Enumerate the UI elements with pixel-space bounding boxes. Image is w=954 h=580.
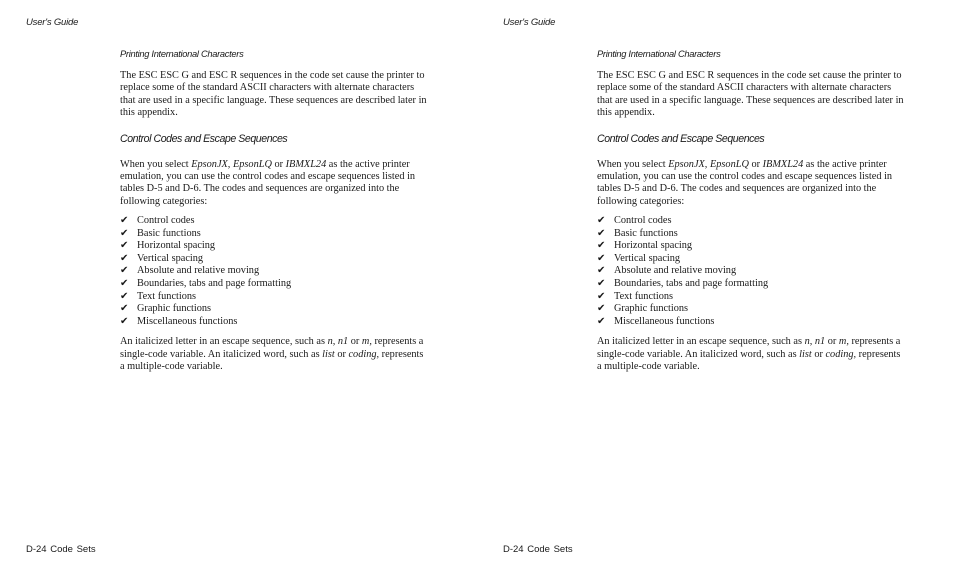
section-title: Printing International Characters xyxy=(597,49,721,59)
checkmark-icon: ✔ xyxy=(120,277,129,289)
page-footer: D-24 Code Sets xyxy=(26,544,96,555)
list-item: ✔ Text functions xyxy=(597,290,674,302)
checkmark-icon: ✔ xyxy=(597,252,606,264)
list-item: ✔ Basic functions xyxy=(597,227,678,239)
emphasis-n-n1: n, n1 xyxy=(327,336,349,348)
page-content xyxy=(120,49,430,373)
list-item: ✔ Vertical spacing xyxy=(597,252,681,264)
list-item: ✔ Boundaries, tabs and page formatting xyxy=(120,277,292,289)
list-item: ✔ Absolute and relative moving xyxy=(120,265,260,277)
emphasis-coding: coding, xyxy=(825,348,857,360)
emphasis-epsonjx: EpsonJX, xyxy=(191,158,231,170)
variables-paragraph: An italicized letter in an escape sequence, such as n, n1 or m, represents a single-code variable. An italicized word, such as list or coding, represents a multiple-code variable. xyxy=(120,336,424,372)
running-header: User's Guide xyxy=(26,17,79,28)
checkmark-icon: ✔ xyxy=(597,215,606,227)
category-list xyxy=(120,215,430,328)
list-item: ✔ Absolute and relative moving xyxy=(597,265,737,277)
emphasis-n-n1: n, n1 xyxy=(804,336,826,348)
checkmark-icon: ✔ xyxy=(597,265,606,277)
list-item: ✔ Basic functions xyxy=(120,227,201,239)
category-list xyxy=(597,215,907,328)
checkmark-icon: ✔ xyxy=(597,303,606,315)
checkmark-icon: ✔ xyxy=(597,227,606,239)
checkmark-icon: ✔ xyxy=(120,227,129,239)
list-item: ✔ Horizontal spacing xyxy=(597,240,693,252)
checkmark-icon: ✔ xyxy=(597,290,606,302)
emphasis-list: list xyxy=(799,348,812,360)
list-item: ✔ Horizontal spacing xyxy=(120,240,216,252)
checkmark-icon: ✔ xyxy=(120,290,129,302)
list-item: ✔ Graphic functions xyxy=(120,303,212,315)
emphasis-epsonjx: EpsonJX, xyxy=(668,158,708,170)
list-item: ✔ Text functions xyxy=(120,290,197,302)
emphasis-epsonlq: EpsonLQ xyxy=(709,158,749,170)
page-content xyxy=(597,49,907,373)
intro-paragraph: The ESC ESC G and ESC R sequences in the code set cause the printer to replace some of the standard ASCII characters with alternate characters that are used in a specific language. These sequences are described later in this appendix. xyxy=(120,70,427,119)
running-header: User's Guide xyxy=(503,17,556,28)
list-item: ✔ Vertical spacing xyxy=(120,252,204,264)
list-item: ✔ Miscellaneous functions xyxy=(597,315,715,327)
intro-paragraph: The ESC ESC G and ESC R sequences in the code set cause the printer to replace some of the standard ASCII characters with alternate characters that are used in a specific language. These sequences are described later in this appendix. xyxy=(597,70,904,119)
page-footer: D-24 Code Sets xyxy=(503,544,573,555)
right-page xyxy=(477,0,954,580)
subheading: Control Codes and Escape Sequences xyxy=(597,132,765,145)
emphasis-m: m, xyxy=(361,336,372,348)
list-item: ✔ Boundaries, tabs and page formatting xyxy=(597,277,769,289)
checkmark-icon: ✔ xyxy=(120,252,129,264)
list-item: ✔ Miscellaneous functions xyxy=(120,315,238,327)
emphasis-coding: coding, xyxy=(348,348,380,360)
emulation-paragraph: When you select EpsonJX, EpsonLQ or IBMXL24 as the active printer emulation, you can use the control codes and escape sequences listed in tables D-5 and D-6. The codes and sequences are organized into the following categories: xyxy=(120,158,416,207)
list-item: ✔ Control codes xyxy=(597,215,672,227)
checkmark-icon: ✔ xyxy=(597,277,606,289)
emphasis-m: m, xyxy=(838,336,849,348)
subheading: Control Codes and Escape Sequences xyxy=(120,132,288,145)
emphasis-ibmxl24: IBMXL24 xyxy=(285,158,327,170)
checkmark-icon: ✔ xyxy=(120,265,129,277)
emphasis-epsonlq: EpsonLQ xyxy=(232,158,272,170)
checkmark-icon: ✔ xyxy=(120,315,129,327)
checkmark-icon: ✔ xyxy=(597,315,606,327)
checkmark-icon: ✔ xyxy=(597,240,606,252)
checkmark-icon: ✔ xyxy=(120,215,129,227)
emulation-paragraph: When you select EpsonJX, EpsonLQ or IBMXL24 as the active printer emulation, you can use the control codes and escape sequences listed in tables D-5 and D-6. The codes and sequences are organized into the following categories: xyxy=(597,158,893,207)
emphasis-ibmxl24: IBMXL24 xyxy=(762,158,804,170)
section-title: Printing International Characters xyxy=(120,49,244,59)
checkmark-icon: ✔ xyxy=(120,303,129,315)
checkmark-icon: ✔ xyxy=(120,240,129,252)
list-item: ✔ Graphic functions xyxy=(597,303,689,315)
list-item: ✔ Control codes xyxy=(120,215,195,227)
variables-paragraph: An italicized letter in an escape sequence, such as n, n1 or m, represents a single-code variable. An italicized word, such as list or coding, represents a multiple-code variable. xyxy=(597,336,901,372)
emphasis-list: list xyxy=(322,348,335,360)
